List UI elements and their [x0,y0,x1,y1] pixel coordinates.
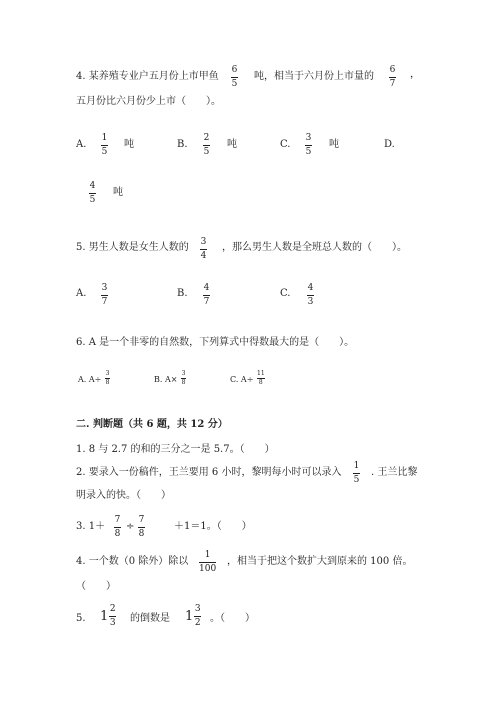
judgement-5-text-2: 的倒数是 [130,613,170,624]
judgement-2-fraction: 1 5 [353,461,360,485]
q5-option-b-fraction: 4 7 [203,283,210,307]
q6-option-c-label: C. A÷ [230,375,254,384]
judgement-3-fraction-2: 7 8 [138,515,145,539]
q5-option-c-label: C. [280,288,291,299]
judgement-3-text-1: 3. 1＋ [76,521,106,532]
q4-option-d-fraction: 4 5 [89,181,96,205]
q4-option-a-fraction: 1 5 [101,133,108,157]
q5-fraction: 3 4 [200,237,207,261]
q5-option-b-label: B. [177,288,188,299]
judgement-2-text-1: 2. 要录入一份稿件，王兰要用 6 小时，黎明每小时可以录入 [76,467,342,478]
q5-option-a-label: A. [76,288,87,299]
q4-text-3: 五月份比六月份少上市（ ）。 [76,96,221,107]
q4-option-a-unit: 吨 [124,139,134,150]
q4-option-b-fraction: 2 5 [203,133,210,157]
q4-comma: ， [410,69,420,80]
q4-option-c-unit: 吨 [329,139,339,150]
section-title: 二. 判断题（共 6 题，共 12 分） [76,419,228,430]
q6-option-a-label: A. A÷ [78,375,102,384]
judgement-4-fraction: 1 100 [199,550,217,574]
q4-option-c-fraction: 3 5 [305,133,312,157]
judgement-5-text-3: 。（ ） [210,613,255,624]
judgement-2-text-3: 明录入的快。（ ） [76,490,171,501]
q5-text-1: 5. 男生人数是女生人数的 [76,242,189,253]
q4-fraction-2: 6 7 [389,65,396,89]
q6-option-b-label: B. A× [154,375,178,384]
judgement-4-text-2: ，相当于把这个数扩大到原来的 100 倍。 [227,556,413,567]
q4-option-d-label: D. [384,139,395,150]
q5-option-c-fraction: 4 3 [307,283,314,307]
judgement-3-operator: ÷ [126,521,135,532]
judgement-3-text-2: ＋1＝1。（ ） [174,521,252,532]
judgement-3-fraction-1: 7 8 [114,515,121,539]
q4-option-c-label: C. [280,139,291,150]
q5-text-2: ，那么男生人数是全班总人数的（ ）。 [222,242,407,253]
q4-option-b-unit: 吨 [227,139,237,150]
judgement-4-text-1: 4. 一个数（0 除外）除以 [76,556,189,567]
q4-fraction-1: 6 5 [231,65,238,89]
q6-option-c-fraction: 11 8 [257,370,265,386]
q6-text: 6. A 是一个非零的自然数，下列算式中得数最大的是（ ）。 [76,337,355,348]
q4-option-a-label: A. [76,139,87,150]
q4-option-b-label: B. [177,139,188,150]
q4-text-1: 4. 某养殖专业户五月份上市甲鱼 [76,71,219,82]
judgement-5-text-1: 5. [76,613,86,624]
judgement-5-mixed-2: 1 $\frac{3}{2}$ [185,604,201,628]
q4-text-2: 吨，相当于六月份上市量的 [254,71,374,82]
judgement-5-mixed-1: 1 $\frac{2}{3}$ [100,604,116,628]
q6-option-b-fraction: 3 8 [181,370,186,386]
judgement-1: 1. 8 与 2.7 的和的三分之一是 5.7。（ ） [76,444,275,455]
q6-option-a-fraction: 3 8 [105,370,110,386]
judgement-2-text-2: . 王兰比黎 [371,467,418,478]
judgement-4-text-3: （ ） [76,581,116,592]
q4-option-d-unit: 吨 [113,187,123,198]
q5-option-a-fraction: 3 7 [101,283,108,307]
